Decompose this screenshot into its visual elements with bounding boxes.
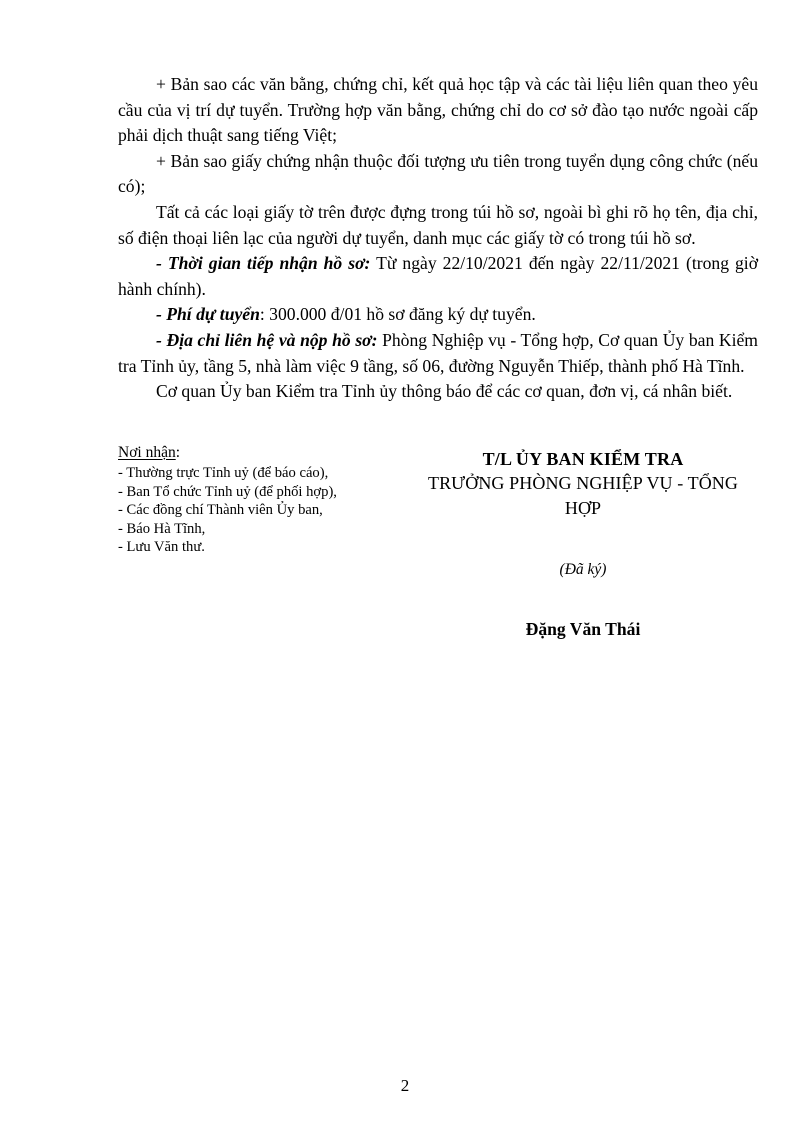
signature-signer-name: Đặng Văn Thái xyxy=(525,619,641,639)
recipients-heading xyxy=(118,443,418,463)
paragraph-document-packaging: Tất cả các loại giấy tờ trên được đựng trong túi hồ sơ, ngoài bì ghi rõ họ tên, địa chỉ, số điện thoại liên lạc của người dự tuyển, danh mục các giấy tờ có trong túi hồ sơ. xyxy=(118,201,758,248)
list-item: - Báo Hà Tĩnh, xyxy=(118,520,206,537)
paragraph-closing-notice: Cơ quan Ủy ban Kiểm tra Tỉnh ủy thông báo để các cơ quan, đơn vị, cá nhân biết. xyxy=(156,381,733,402)
paragraph-copies-of-diplomas: + Bản sao các văn bằng, chứng chỉ, kết quả học tập và các tài liệu liên quan theo yêu cầu của vị trí dự tuyển. Trường hợp văn bằng, chứng chỉ do cơ sở đào tạo nước ngoài cấp phải dịch thuật sang tiếng Việt; xyxy=(118,74,758,146)
paragraph-receiving-period xyxy=(118,251,758,302)
value-receiving-period: Từ ngày 22/10/2021 đến ngày 22/11/2021 (trong giờ hành chính). xyxy=(118,253,759,299)
list-item: - Thường trực Tỉnh uỷ (để báo cáo), xyxy=(118,465,329,481)
value-contact-address: Phòng Nghiệp vụ - Tổng hợp, Cơ quan Ủy ban Kiểm tra Tỉnh ủy, tầng 5, nhà làm việc 9 tầng, số 06, đường Nguyễn Thiếp, thành phố Hà Tĩnh. xyxy=(118,329,758,376)
signature-block xyxy=(408,447,758,640)
value-application-fee: : 300.000 đ/01 hồ sơ đăng ký dự tuyển. xyxy=(259,304,536,325)
label-receiving-period: - Thời gian tiếp nhận hồ sơ: xyxy=(156,253,371,274)
recipients-heading-label: Nơi nhận xyxy=(118,444,176,461)
label-application-fee: - Phí dự tuyển xyxy=(156,304,260,325)
signature-position-line: TRƯỞNG PHÒNG NGHIỆP VỤ - TỔNG HỢP xyxy=(427,473,739,518)
signature-authority-line: T/L ỦY BAN KIỂM TRA xyxy=(482,449,684,469)
list-item: - Ban Tổ chức Tỉnh uỷ (để phối hợp), xyxy=(118,483,337,500)
recipients-list xyxy=(118,464,418,557)
list-item: - Lưu Văn thư. xyxy=(118,539,205,556)
page-number: 2 xyxy=(400,1076,410,1095)
label-contact-address: - Địa chỉ liên hệ và nộp hồ sơ: xyxy=(156,329,378,350)
list-item: - Các đồng chí Thành viên Ủy ban, xyxy=(118,502,323,519)
signature-signed-note: (Đã ký) xyxy=(559,561,607,578)
recipients-heading-colon: : xyxy=(175,444,181,461)
paragraph-contact-address xyxy=(118,328,758,379)
document-body xyxy=(118,72,758,405)
paragraph-application-fee xyxy=(118,302,758,328)
recipients-block xyxy=(118,443,418,557)
paragraph-priority-certificate: + Bản sao giấy chứng nhận thuộc đối tượng ưu tiên trong tuyển dụng công chức (nếu có); xyxy=(118,150,758,197)
